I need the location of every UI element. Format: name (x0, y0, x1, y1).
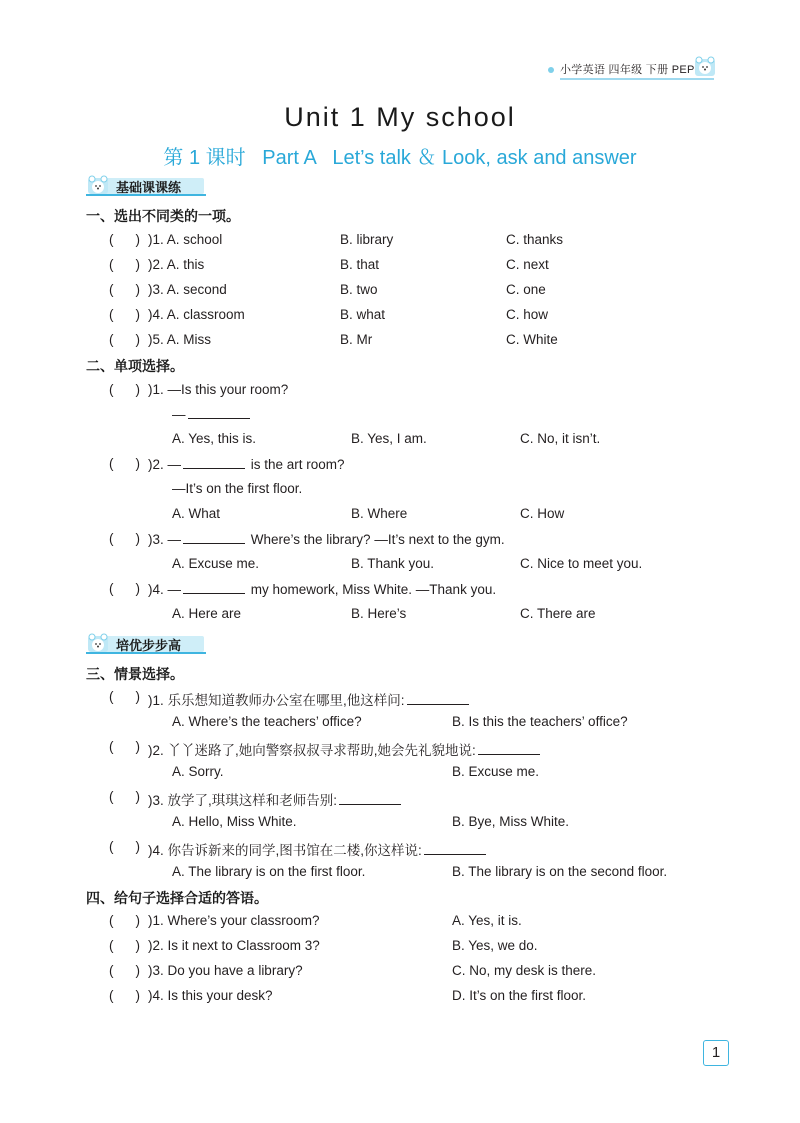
option-b: B. The library is on the second floor. (452, 864, 668, 879)
stem-text: )4. 你告诉新来的同学,图书馆在二楼,你这样说: (148, 843, 422, 858)
stem-suffix: is the art room? (247, 457, 345, 472)
option-a: A. Sorry. (172, 764, 224, 779)
stem-text: )3. 放学了,琪琪这样和老师告别: (148, 793, 338, 808)
answer-blank[interactable] (478, 742, 540, 755)
option-c: C. White (506, 332, 558, 347)
option-b: B. Bye, Miss White. (452, 814, 570, 829)
question-stem (148, 789, 403, 809)
answer-paren[interactable] (109, 913, 140, 928)
answer-paren[interactable] (109, 963, 140, 978)
option-a: A. What (172, 506, 221, 521)
answer-paren[interactable] (109, 332, 140, 347)
option-a: A. Hello, Miss White. (172, 814, 297, 829)
section-3-heading: 三、情景选择。 (86, 666, 184, 682)
answer-blank[interactable] (183, 531, 245, 544)
question-stem (148, 689, 471, 709)
reply-dash: — (172, 407, 186, 422)
option-c: C. how (506, 307, 549, 322)
option-c: C. No, it isn’t. (520, 431, 601, 446)
option-b: B. library (340, 232, 394, 247)
answer-paren[interactable] (109, 232, 140, 247)
page-number: 1 (703, 1040, 729, 1066)
option-c: C. thanks (506, 232, 564, 247)
option-a: A. The library is on the first floor. (172, 864, 366, 879)
lesson-title: 第 1 课时 Part A Let’s talk ＆ Look, ask and answer (163, 147, 637, 169)
option-b: B. two (340, 282, 378, 297)
match-answer: C. No, my desk is there. (452, 963, 597, 978)
option-a: )5. A. Miss (148, 332, 212, 347)
banner-label: 基础课课练 (116, 180, 182, 195)
answer-paren[interactable] (109, 307, 140, 322)
option-b: B. Here’s (351, 606, 407, 621)
stem-prefix: )3. — (148, 532, 182, 547)
stem-suffix: my homework, Miss White. —Thank you. (247, 582, 497, 597)
match-answer: B. Yes, we do. (452, 938, 538, 953)
series-label: 小学英语 四年级 下册 PEP (560, 61, 714, 80)
answer-paren[interactable] (109, 988, 140, 1003)
answer-paren[interactable] (109, 839, 140, 854)
banner-label: 培优步步高 (116, 638, 182, 653)
stem-prefix: )4. — (148, 582, 182, 597)
answer-blank[interactable] (188, 406, 250, 419)
answer-blank[interactable] (183, 456, 245, 469)
answer-blank[interactable] (183, 581, 245, 594)
banner-advanced (86, 632, 206, 654)
bear-icon (86, 632, 110, 654)
option-c: C. next (506, 257, 549, 272)
option-b: B. Excuse me. (452, 764, 540, 779)
option-b: B. what (340, 307, 386, 322)
option-a: A. Where’s the teachers’ office? (172, 714, 362, 729)
option-b: B. Yes, I am. (351, 431, 427, 446)
match-answer: A. Yes, it is. (452, 913, 522, 928)
answer-paren[interactable] (109, 456, 140, 471)
series-header (548, 60, 714, 80)
match-question: )3. Do you have a library? (148, 963, 303, 978)
option-b: B. Mr (340, 332, 373, 347)
match-question: )2. Is it next to Classroom 3? (148, 938, 320, 953)
section-4-heading: 四、给句子选择合适的答语。 (86, 890, 268, 906)
answer-paren[interactable] (109, 689, 140, 704)
answer-paren[interactable] (109, 581, 140, 596)
option-a: )2. A. this (148, 257, 205, 272)
section-2-heading: 二、单项选择。 (86, 358, 184, 374)
bear-icon (86, 174, 110, 196)
answer-paren[interactable] (109, 382, 140, 397)
section-1-heading: 一、选出不同类的一项。 (86, 208, 240, 224)
option-c: C. How (520, 506, 565, 521)
answer-paren[interactable] (109, 938, 140, 953)
bear-icon (694, 56, 716, 78)
option-c: C. There are (520, 606, 596, 621)
answer-paren[interactable] (109, 257, 140, 272)
answer-blank[interactable] (424, 842, 486, 855)
option-a: )4. A. classroom (148, 307, 245, 322)
option-b: B. that (340, 257, 380, 272)
match-question: )1. Where’s your classroom? (148, 913, 320, 928)
option-a: )1. A. school (148, 232, 223, 247)
stem-prefix: )2. — (148, 457, 182, 472)
option-a: )3. A. second (148, 282, 227, 297)
answer-paren[interactable] (109, 739, 140, 754)
banner-basic (86, 174, 206, 196)
question-stem: )1. —Is this your room? (148, 382, 289, 397)
option-a: A. Here are (172, 606, 242, 621)
question-stem (148, 839, 488, 859)
match-answer: D. It’s on the first floor. (452, 988, 587, 1003)
reply-line: —It’s on the first floor. (172, 481, 303, 496)
option-b: B. Thank you. (351, 556, 435, 571)
question-stem (148, 531, 505, 547)
stem-suffix: Where’s the library? —It’s next to the gym. (247, 532, 505, 547)
option-c: C. one (506, 282, 546, 297)
option-a: A. Yes, this is. (172, 431, 257, 446)
option-a: A. Excuse me. (172, 556, 260, 571)
question-stem (148, 456, 345, 472)
option-b: B. Is this the teachers’ office? (452, 714, 628, 729)
option-b: B. Where (351, 506, 408, 521)
reply-line (172, 406, 252, 422)
unit-title: Unit 1 My school (284, 102, 516, 132)
option-c: C. Nice to meet you. (520, 556, 643, 571)
answer-blank[interactable] (407, 692, 469, 705)
answer-blank[interactable] (339, 792, 401, 805)
answer-paren[interactable] (109, 531, 140, 546)
answer-paren[interactable] (109, 282, 140, 297)
question-stem (148, 581, 496, 597)
stem-text: )1. 乐乐想知道教师办公室在哪里,他这样问: (148, 693, 405, 708)
bullet-dot (548, 67, 554, 73)
answer-paren[interactable] (109, 789, 140, 804)
match-question: )4. Is this your desk? (148, 988, 273, 1003)
question-stem (148, 739, 542, 759)
stem-text: )2. 丫丫迷路了,她向警察叔叔寻求帮助,她会先礼貌地说: (148, 743, 476, 758)
